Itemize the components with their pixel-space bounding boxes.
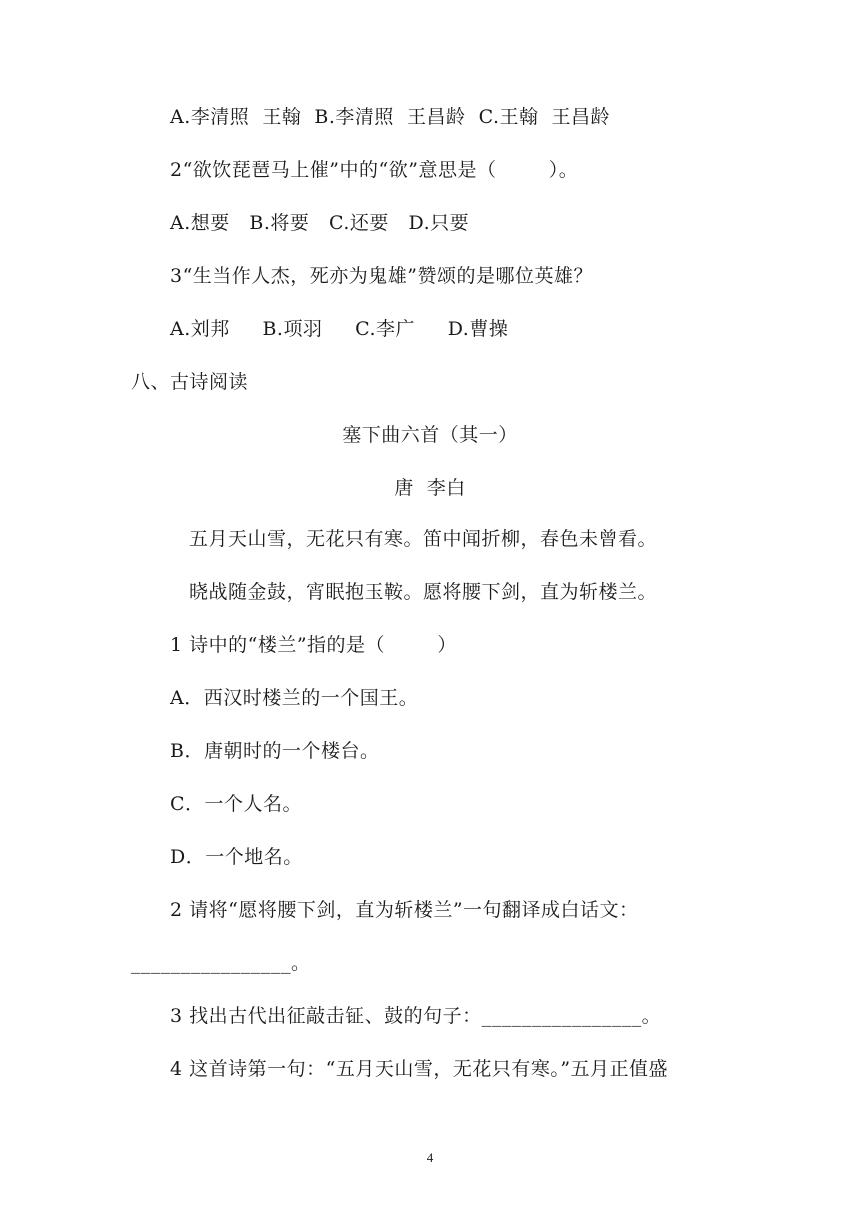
q3-options: A.刘邦 B.项羽 C.李广 D.曹操 — [170, 318, 509, 340]
page-number: 4 — [426, 1150, 434, 1165]
q3-question: 3“生当作人杰，死亦为鬼雄”赞颂的是哪位英雄？ — [170, 265, 594, 287]
pq1-option-b: B．唐朝时的一个楼台。 — [170, 740, 380, 762]
section-heading: 八、古诗阅读 — [131, 371, 249, 393]
poem-title: 塞下曲六首（其一） — [342, 424, 518, 446]
pq1-option-a: A．西汉时楼兰的一个国王。 — [170, 687, 419, 709]
q1-options: A.李清照 王翰 B.李清照 王昌龄 C.王翰 王昌龄 — [170, 106, 611, 128]
pq2-question: 2 请将“愿将腰下剑，直为斩楼兰”一句翻译成白话文： — [170, 899, 639, 921]
pq1-question: 1 诗中的“楼兰”指的是（ ） — [170, 634, 457, 656]
poem-line-1: 五月天山雪，无花只有寒。笛中闻折柳，春色未曾看。 — [189, 528, 658, 550]
pq3-question: 3 找出古代出征敲击钲、鼓的句子：________________。 — [170, 1005, 662, 1027]
q2-options: A.想要 B.将要 C.还要 D.只要 — [170, 212, 470, 234]
pq4-question: 4 这首诗第一句：“五月天山雪，无花只有寒。”五月正值盛 — [170, 1058, 669, 1080]
pq1-option-d: D．一个地名。 — [170, 846, 303, 868]
q2-question: 2“欲饮琵琶马上催”中的“欲”意思是（ ）。 — [170, 159, 579, 181]
poem-line-2: 晓战随金鼓，宵眠抱玉鞍。愿将腰下剑，直为斩楼兰。 — [189, 581, 658, 603]
poem-author: 唐 李白 — [394, 477, 466, 499]
pq2-answer-blank: ________________。 — [131, 952, 311, 974]
pq1-option-c: C．一个人名。 — [170, 793, 303, 815]
